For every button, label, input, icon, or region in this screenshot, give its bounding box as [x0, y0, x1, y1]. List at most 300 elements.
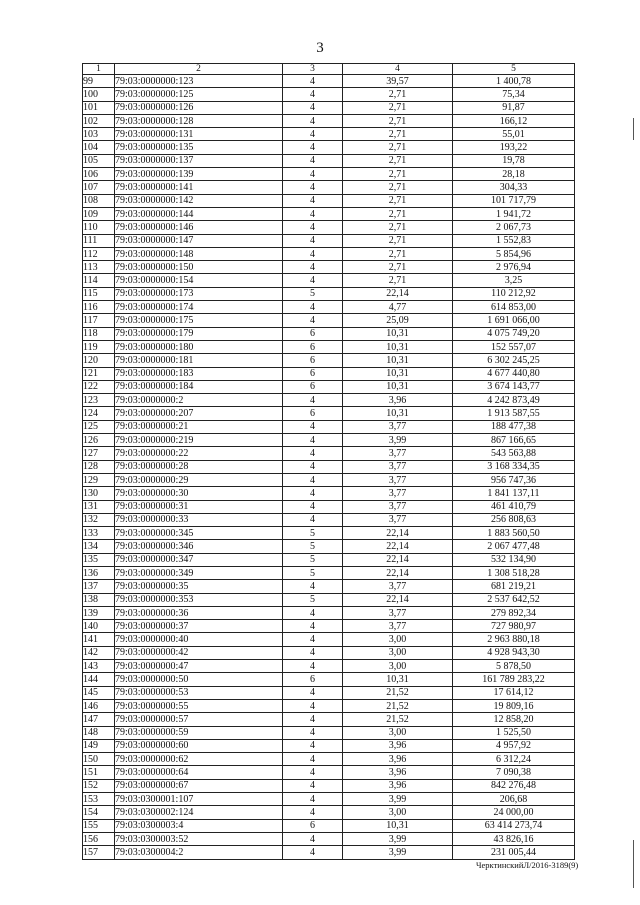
amount-cell: 1 308 518,28	[453, 566, 575, 579]
amount-cell: 279 892,34	[453, 606, 575, 619]
group-cell: 4	[283, 646, 343, 659]
row-number-cell: 152	[83, 779, 115, 792]
row-number-cell: 122	[83, 380, 115, 393]
group-cell: 4	[283, 832, 343, 845]
table-row	[83, 274, 575, 287]
rate-cell: 25,09	[343, 314, 453, 327]
amount-cell: 161 789 283,22	[453, 673, 575, 686]
amount-cell: 1 841 137,11	[453, 487, 575, 500]
amount-cell: 1 691 066,00	[453, 314, 575, 327]
table-row	[83, 819, 575, 832]
cadastral-number-cell: 79:03:0000000:139	[115, 168, 283, 181]
cadastral-number-cell: 79:03:0000000:28	[115, 460, 283, 473]
amount-cell: 17 614,12	[453, 686, 575, 699]
group-cell: 6	[283, 327, 343, 340]
row-number-cell: 149	[83, 739, 115, 752]
table-row	[83, 420, 575, 433]
row-number-cell: 127	[83, 447, 115, 460]
rate-cell: 3,77	[343, 473, 453, 486]
amount-cell: 461 410,79	[453, 500, 575, 513]
table-row	[83, 114, 575, 127]
amount-cell: 867 166,65	[453, 434, 575, 447]
row-number-cell: 147	[83, 713, 115, 726]
table-row	[83, 620, 575, 633]
group-cell: 4	[283, 580, 343, 593]
rate-cell: 2,71	[343, 194, 453, 207]
cadastral-number-cell: 79:03:0000000:60	[115, 739, 283, 752]
column-header: 1	[83, 64, 115, 75]
row-number-cell: 132	[83, 513, 115, 526]
row-number-cell: 103	[83, 128, 115, 141]
table-row	[83, 660, 575, 673]
rate-cell: 22,14	[343, 540, 453, 553]
rate-cell: 10,31	[343, 327, 453, 340]
table-row	[83, 473, 575, 486]
group-cell: 4	[283, 207, 343, 220]
rate-cell: 10,31	[343, 380, 453, 393]
rate-cell: 10,31	[343, 673, 453, 686]
cadastral-number-cell: 79:03:0000000:346	[115, 540, 283, 553]
table-row	[83, 261, 575, 274]
amount-cell: 304,33	[453, 181, 575, 194]
amount-cell: 956 747,36	[453, 473, 575, 486]
row-number-cell: 115	[83, 287, 115, 300]
group-cell: 4	[283, 75, 343, 88]
group-cell: 4	[283, 221, 343, 234]
cadastral-number-cell: 79:03:0000000:50	[115, 673, 283, 686]
group-cell: 6	[283, 407, 343, 420]
rate-cell: 3,77	[343, 460, 453, 473]
rate-cell: 3,00	[343, 646, 453, 659]
rate-cell: 3,96	[343, 766, 453, 779]
rate-cell: 2,71	[343, 154, 453, 167]
group-cell: 4	[283, 473, 343, 486]
cadastral-number-cell: 79:03:0000000:345	[115, 527, 283, 540]
group-cell: 4	[283, 846, 343, 859]
column-header: 4	[343, 64, 453, 75]
group-cell: 4	[283, 686, 343, 699]
cadastral-number-cell: 79:03:0000000:142	[115, 194, 283, 207]
cadastral-number-cell: 79:03:0300003:52	[115, 832, 283, 845]
cadastral-number-cell: 79:03:0000000:135	[115, 141, 283, 154]
cadastral-number-cell: 79:03:0300004:2	[115, 846, 283, 859]
table-row	[83, 194, 575, 207]
row-number-cell: 110	[83, 221, 115, 234]
group-cell: 4	[283, 793, 343, 806]
amount-cell: 1 883 560,50	[453, 527, 575, 540]
cadastral-number-cell: 79:03:0000000:154	[115, 274, 283, 287]
cadastral-number-cell: 79:03:0000000:141	[115, 181, 283, 194]
table-header-row	[83, 64, 575, 75]
table-row	[83, 540, 575, 553]
amount-cell: 614 853,00	[453, 301, 575, 314]
cadastral-number-cell: 79:03:0000000:55	[115, 699, 283, 712]
amount-cell: 55,01	[453, 128, 575, 141]
rate-cell: 2,71	[343, 114, 453, 127]
table-row	[83, 394, 575, 407]
table-row	[83, 500, 575, 513]
amount-cell: 842 276,48	[453, 779, 575, 792]
cadastral-number-cell: 79:03:0000000:125	[115, 88, 283, 101]
rate-cell: 3,77	[343, 447, 453, 460]
table-row	[83, 513, 575, 526]
group-cell: 5	[283, 553, 343, 566]
cadastral-number-cell: 79:03:0000000:131	[115, 128, 283, 141]
amount-cell: 2 067 477,48	[453, 540, 575, 553]
group-cell: 4	[283, 154, 343, 167]
rate-cell: 3,00	[343, 660, 453, 673]
group-cell: 6	[283, 354, 343, 367]
group-cell: 4	[283, 713, 343, 726]
rate-cell: 10,31	[343, 340, 453, 353]
table-row	[83, 128, 575, 141]
rate-cell: 3,00	[343, 806, 453, 819]
row-number-cell: 150	[83, 753, 115, 766]
group-cell: 4	[283, 274, 343, 287]
table-row	[83, 793, 575, 806]
data-table	[82, 63, 575, 860]
group-cell: 6	[283, 367, 343, 380]
row-number-cell: 133	[83, 527, 115, 540]
cadastral-number-cell: 79:03:0000000:349	[115, 566, 283, 579]
group-cell: 4	[283, 261, 343, 274]
amount-cell: 543 563,88	[453, 447, 575, 460]
table-row	[83, 287, 575, 300]
cadastral-number-cell: 79:03:0000000:35	[115, 580, 283, 593]
row-number-cell: 145	[83, 686, 115, 699]
group-cell: 4	[283, 88, 343, 101]
cadastral-number-cell: 79:03:0000000:180	[115, 340, 283, 353]
table-row	[83, 168, 575, 181]
cadastral-number-cell: 79:03:0000000:33	[115, 513, 283, 526]
cadastral-number-cell: 79:03:0300003:4	[115, 819, 283, 832]
group-cell: 4	[283, 753, 343, 766]
table-row	[83, 699, 575, 712]
rate-cell: 39,57	[343, 75, 453, 88]
amount-cell: 5 854,96	[453, 247, 575, 260]
group-cell: 4	[283, 128, 343, 141]
column-header: 2	[115, 64, 283, 75]
cadastral-number-cell: 79:03:0000000:37	[115, 620, 283, 633]
cadastral-number-cell: 79:03:0000000:173	[115, 287, 283, 300]
rate-cell: 2,71	[343, 207, 453, 220]
group-cell: 6	[283, 819, 343, 832]
group-cell: 4	[283, 314, 343, 327]
row-number-cell: 123	[83, 394, 115, 407]
table-row	[83, 367, 575, 380]
rate-cell: 2,71	[343, 168, 453, 181]
group-cell: 4	[283, 301, 343, 314]
cadastral-number-cell: 79:03:0000000:21	[115, 420, 283, 433]
row-number-cell: 99	[83, 75, 115, 88]
row-number-cell: 146	[83, 699, 115, 712]
amount-cell: 101 717,79	[453, 194, 575, 207]
table-row	[83, 766, 575, 779]
rate-cell: 3,77	[343, 420, 453, 433]
table-row	[83, 527, 575, 540]
rate-cell: 3,96	[343, 394, 453, 407]
group-cell: 4	[283, 194, 343, 207]
rate-cell: 22,14	[343, 287, 453, 300]
cadastral-number-cell: 79:03:0000000:174	[115, 301, 283, 314]
row-number-cell: 129	[83, 473, 115, 486]
table-row	[83, 553, 575, 566]
cadastral-number-cell: 79:03:0000000:150	[115, 261, 283, 274]
cadastral-number-cell: 79:03:0000000:36	[115, 606, 283, 619]
cadastral-number-cell: 79:03:0000000:53	[115, 686, 283, 699]
row-number-cell: 148	[83, 726, 115, 739]
cadastral-number-cell: 79:03:0000000:29	[115, 473, 283, 486]
row-number-cell: 128	[83, 460, 115, 473]
rate-cell: 3,96	[343, 779, 453, 792]
cadastral-number-cell: 79:03:0000000:30	[115, 487, 283, 500]
row-number-cell: 117	[83, 314, 115, 327]
amount-cell: 188 477,38	[453, 420, 575, 433]
rate-cell: 3,99	[343, 846, 453, 859]
rate-cell: 10,31	[343, 407, 453, 420]
amount-cell: 532 134,90	[453, 553, 575, 566]
table-body	[83, 75, 575, 860]
amount-cell: 2 537 642,52	[453, 593, 575, 606]
amount-cell: 1 400,78	[453, 75, 575, 88]
rate-cell: 21,52	[343, 713, 453, 726]
rate-cell: 2,71	[343, 141, 453, 154]
row-number-cell: 101	[83, 101, 115, 114]
rate-cell: 2,71	[343, 181, 453, 194]
rate-cell: 3,77	[343, 606, 453, 619]
amount-cell: 4 928 943,30	[453, 646, 575, 659]
rate-cell: 3,77	[343, 580, 453, 593]
table-row	[83, 75, 575, 88]
group-cell: 5	[283, 566, 343, 579]
group-cell: 4	[283, 606, 343, 619]
amount-cell: 3 674 143,77	[453, 380, 575, 393]
cadastral-number-cell: 79:03:0000000:126	[115, 101, 283, 114]
rate-cell: 3,77	[343, 620, 453, 633]
rate-cell: 2,71	[343, 234, 453, 247]
amount-cell: 2 976,94	[453, 261, 575, 274]
table-row	[83, 686, 575, 699]
group-cell: 4	[283, 247, 343, 260]
cadastral-number-cell: 79:03:0000000:353	[115, 593, 283, 606]
group-cell: 4	[283, 234, 343, 247]
rate-cell: 10,31	[343, 354, 453, 367]
table-row	[83, 739, 575, 752]
cadastral-number-cell: 79:03:0000000:184	[115, 380, 283, 393]
cadastral-number-cell: 79:03:0000000:67	[115, 779, 283, 792]
table-row	[83, 846, 575, 859]
amount-cell: 75,34	[453, 88, 575, 101]
row-number-cell: 137	[83, 580, 115, 593]
cadastral-number-cell: 79:03:0000000:47	[115, 660, 283, 673]
cadastral-number-cell: 79:03:0000000:40	[115, 633, 283, 646]
table-row	[83, 806, 575, 819]
amount-cell: 2 963 880,18	[453, 633, 575, 646]
group-cell: 4	[283, 434, 343, 447]
table-row	[83, 221, 575, 234]
amount-cell: 3 168 334,35	[453, 460, 575, 473]
table-row	[83, 234, 575, 247]
row-number-cell: 153	[83, 793, 115, 806]
rate-cell: 3,96	[343, 739, 453, 752]
table-row	[83, 753, 575, 766]
cadastral-number-cell: 79:03:0300002:124	[115, 806, 283, 819]
group-cell: 6	[283, 380, 343, 393]
table-row	[83, 141, 575, 154]
row-number-cell: 121	[83, 367, 115, 380]
group-cell: 4	[283, 660, 343, 673]
rate-cell: 3,99	[343, 434, 453, 447]
amount-cell: 6 302 245,25	[453, 354, 575, 367]
table-row	[83, 154, 575, 167]
table-row	[83, 314, 575, 327]
row-number-cell: 134	[83, 540, 115, 553]
scan-edge-mark	[633, 840, 634, 888]
row-number-cell: 118	[83, 327, 115, 340]
cadastral-number-cell: 79:03:0000000:137	[115, 154, 283, 167]
table-row	[83, 247, 575, 260]
table-row	[83, 354, 575, 367]
table-row	[83, 340, 575, 353]
group-cell: 4	[283, 460, 343, 473]
cadastral-number-cell: 79:03:0300001:107	[115, 793, 283, 806]
table-row	[83, 181, 575, 194]
cadastral-number-cell: 79:03:0000000:148	[115, 247, 283, 260]
amount-cell: 91,87	[453, 101, 575, 114]
group-cell: 5	[283, 540, 343, 553]
table-row	[83, 673, 575, 686]
amount-cell: 6 312,24	[453, 753, 575, 766]
rate-cell: 21,52	[343, 686, 453, 699]
row-number-cell: 156	[83, 832, 115, 845]
row-number-cell: 136	[83, 566, 115, 579]
cadastral-number-cell: 79:03:0000000:64	[115, 766, 283, 779]
cadastral-number-cell: 79:03:0000000:2	[115, 394, 283, 407]
rate-cell: 22,14	[343, 527, 453, 540]
group-cell: 4	[283, 500, 343, 513]
group-cell: 4	[283, 633, 343, 646]
cadastral-number-cell: 79:03:0000000:62	[115, 753, 283, 766]
document-reference: ЧерктинскийЛ/2016-3189(9)	[476, 860, 579, 870]
row-number-cell: 141	[83, 633, 115, 646]
amount-cell: 4 677 440,80	[453, 367, 575, 380]
row-number-cell: 105	[83, 154, 115, 167]
row-number-cell: 154	[83, 806, 115, 819]
amount-cell: 110 212,92	[453, 287, 575, 300]
cadastral-number-cell: 79:03:0000000:144	[115, 207, 283, 220]
column-header: 3	[283, 64, 343, 75]
group-cell: 4	[283, 620, 343, 633]
row-number-cell: 151	[83, 766, 115, 779]
group-cell: 4	[283, 181, 343, 194]
group-cell: 5	[283, 527, 343, 540]
group-cell: 4	[283, 141, 343, 154]
amount-cell: 12 858,20	[453, 713, 575, 726]
rate-cell: 3,77	[343, 487, 453, 500]
amount-cell: 256 808,63	[453, 513, 575, 526]
cadastral-number-cell: 79:03:0000000:219	[115, 434, 283, 447]
cadastral-number-cell: 79:03:0000000:146	[115, 221, 283, 234]
group-cell: 4	[283, 394, 343, 407]
amount-cell: 4 242 873,49	[453, 394, 575, 407]
rate-cell: 2,71	[343, 88, 453, 101]
amount-cell: 24 000,00	[453, 806, 575, 819]
table-row	[83, 646, 575, 659]
row-number-cell: 107	[83, 181, 115, 194]
table-row	[83, 460, 575, 473]
cadastral-number-cell: 79:03:0000000:123	[115, 75, 283, 88]
cadastral-number-cell: 79:03:0000000:128	[115, 114, 283, 127]
row-number-cell: 111	[83, 234, 115, 247]
table-row	[83, 713, 575, 726]
amount-cell: 4 957,92	[453, 739, 575, 752]
table-row	[83, 327, 575, 340]
row-number-cell: 157	[83, 846, 115, 859]
group-cell: 4	[283, 766, 343, 779]
cadastral-number-cell: 79:03:0000000:347	[115, 553, 283, 566]
rate-cell: 22,14	[343, 593, 453, 606]
rate-cell: 2,71	[343, 101, 453, 114]
amount-cell: 19,78	[453, 154, 575, 167]
amount-cell: 1 941,72	[453, 207, 575, 220]
row-number-cell: 143	[83, 660, 115, 673]
table-row	[83, 301, 575, 314]
group-cell: 4	[283, 726, 343, 739]
group-cell: 4	[283, 420, 343, 433]
amount-cell: 43 826,16	[453, 832, 575, 845]
rate-cell: 3,00	[343, 726, 453, 739]
table-row	[83, 407, 575, 420]
group-cell: 4	[283, 513, 343, 526]
row-number-cell: 131	[83, 500, 115, 513]
cadastral-number-cell: 79:03:0000000:31	[115, 500, 283, 513]
amount-cell: 3,25	[453, 274, 575, 287]
rate-cell: 2,71	[343, 261, 453, 274]
table-row	[83, 633, 575, 646]
row-number-cell: 135	[83, 553, 115, 566]
group-cell: 4	[283, 114, 343, 127]
row-number-cell: 100	[83, 88, 115, 101]
rate-cell: 3,77	[343, 500, 453, 513]
row-number-cell: 113	[83, 261, 115, 274]
cadastral-number-cell: 79:03:0000000:181	[115, 354, 283, 367]
cadastral-number-cell: 79:03:0000000:42	[115, 646, 283, 659]
row-number-cell: 114	[83, 274, 115, 287]
table-row	[83, 434, 575, 447]
rate-cell: 10,31	[343, 367, 453, 380]
row-number-cell: 124	[83, 407, 115, 420]
table-row	[83, 779, 575, 792]
amount-cell: 1 552,83	[453, 234, 575, 247]
group-cell: 4	[283, 447, 343, 460]
rate-cell: 3,99	[343, 832, 453, 845]
rate-cell: 2,71	[343, 247, 453, 260]
rate-cell: 3,96	[343, 753, 453, 766]
group-cell: 4	[283, 168, 343, 181]
row-number-cell: 139	[83, 606, 115, 619]
group-cell: 6	[283, 673, 343, 686]
column-header: 5	[453, 64, 575, 75]
rate-cell: 3,77	[343, 513, 453, 526]
table-row	[83, 101, 575, 114]
row-number-cell: 106	[83, 168, 115, 181]
row-number-cell: 125	[83, 420, 115, 433]
amount-cell: 1 525,50	[453, 726, 575, 739]
group-cell: 4	[283, 699, 343, 712]
rate-cell: 3,99	[343, 793, 453, 806]
page-number: 3	[316, 40, 324, 56]
amount-cell: 193,22	[453, 141, 575, 154]
